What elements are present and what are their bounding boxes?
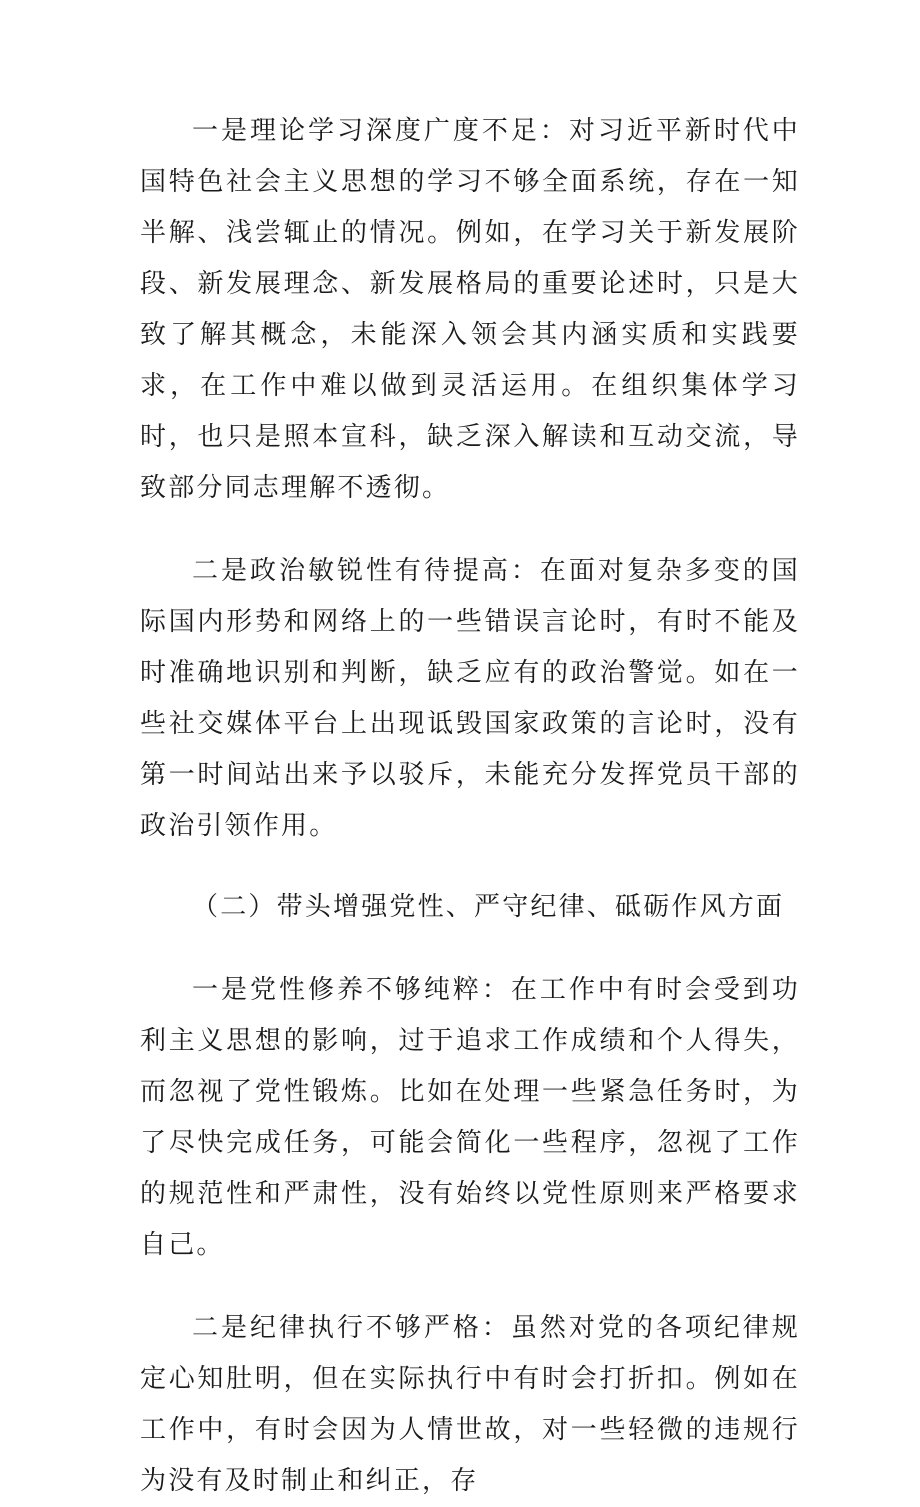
section-heading: （二）带头增强党性、严守纪律、砥砺作风方面	[192, 892, 785, 922]
paragraph-discipline: 二是纪律执行不够严格：虽然对党的各项纪律规定心知肚明，但在实际执行中有时会打折扣。例如在工作中，有时会因为人情世故，对一些轻微的违规行为没有及时制止和纠正，存	[140, 1313, 800, 1496]
paragraph-party-spirit: 一是党性修养不够纯粹：在工作中有时会受到功利主义思想的影响，过于追求工作成绩和个人得失，而忽视了党性锻炼。比如在处理一些紧急任务时，为了尽快完成任务，可能会简化一些程序，忽视了工作的规范性和严肃性，没有始终以党性原则来严格要求自己。	[140, 975, 800, 1260]
document-body	[140, 106, 800, 1507]
paragraph-theory-study: 一是理论学习深度广度不足：对习近平新时代中国特色社会主义思想的学习不够全面系统，存在一知半解、浅尝辄止的情况。例如，在学习关于新发展阶段、新发展理念、新发展格局的重要论述时，只是大致了解其概念，未能深入领会其内涵实质和实践要求，在工作中难以做到灵活运用。在组织集体学习时，也只是照本宣科，缺乏深入解读和互动交流，导致部分同志理解不透彻。	[140, 116, 800, 503]
paragraph-political-sensitivity: 二是政治敏锐性有待提高：在面对复杂多变的国际国内形势和网络上的一些错误言论时，有时不能及时准确地识别和判断，缺乏应有的政治警觉。如在一些社交媒体平台上出现诋毁国家政策的言论时，没有第一时间站出来予以驳斥，未能充分发挥党员干部的政治引领作用。	[140, 556, 800, 841]
